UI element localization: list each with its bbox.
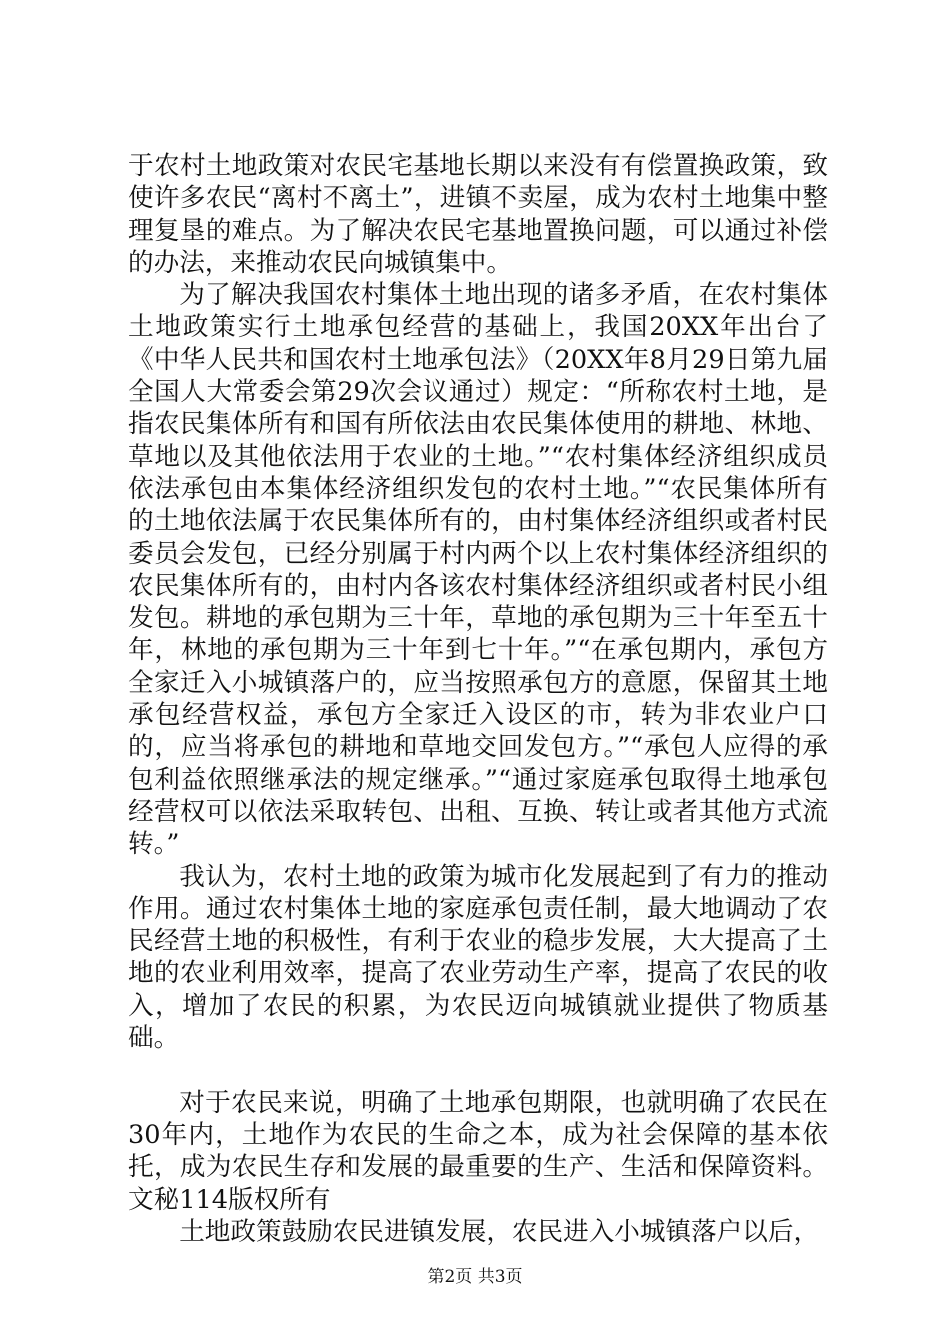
paragraph-1: 于农村土地政策对农民宅基地长期以来没有有偿置换政策，致使许多农民“离村不离土”，进镇不卖屋，成为农村土地集中整理复垦的难点。为了解决农民宅基地置换问题，可以通过补偿的办法，来推动农民向城镇集中。 [128, 151, 828, 278]
page-number-footer: 第2页 共3页 [427, 1267, 523, 1287]
paragraph-2: 为了解决我国农村集体土地出现的诸多矛盾，在农村集体土地政策实行土地承包经营的基础上，我国20XX年出台了《中华人民共和国农村土地承包法》（20XX年8月29日第九届全国人大常委会第29次会议通过）规定：“所称农村土地，是指农民集体所有和国有所依法由农民集体使用的耕地、林地、草地以及其他依法用于农业的土地。”“农村集体经济组织成员依法承包由本集体经济组织发包的农村土地。”“农民集体所有的土地依法属于农民集体所有的，由村集体经济组织或者村民委员会发包，已经分别属于村内两个以上农村集体经济组织的农民集体所有的，由村内各该农村集体经济组织或者村民小组发包。耕地的承包期为三十年，草地的承包期为三十年至五十年，林地的承包期为三十年到七十年。”“在承包期内，承包方全家迁入小城镇落户的，应当按照承包方的意愿，保留其土地承包经营权益，承包方全家迁入设区的市，转为非农业户口的，应当将承包的耕地和草地交回发包方。”“承包人应得的承包利益依照继承法的规定继承。”“通过家庭承包取得土地承包经营权可以依法采取转包、出租、互换、转让或者其他方式流转。” [128, 280, 828, 860]
paragraph-3: 我认为，农村土地的政策为城市化发展起到了有力的推动作用。通过农村集体土地的家庭承包责任制，最大地调动了农民经营土地的积极性，有利于农业的稳步发展，大大提高了土地的农业利用效率，提高了农业劳动生产率，提高了农民的收入，增加了农民的积累，为农民迈向城镇就业提供了物质基础。 [128, 861, 828, 1054]
paragraph-4: 对于农民来说，明确了土地承包期限，也就明确了农民在30年内，土地作为农民的生命之本，成为社会保障的基本依托，成为农民生存和发展的最重要的生产、生活和保障资料。文秘114版权所有 [128, 1087, 828, 1215]
document-body [128, 150, 828, 1248]
paragraph-5: 土地政策鼓励农民进镇发展，农民进入小城镇落户以后， [179, 1216, 820, 1247]
